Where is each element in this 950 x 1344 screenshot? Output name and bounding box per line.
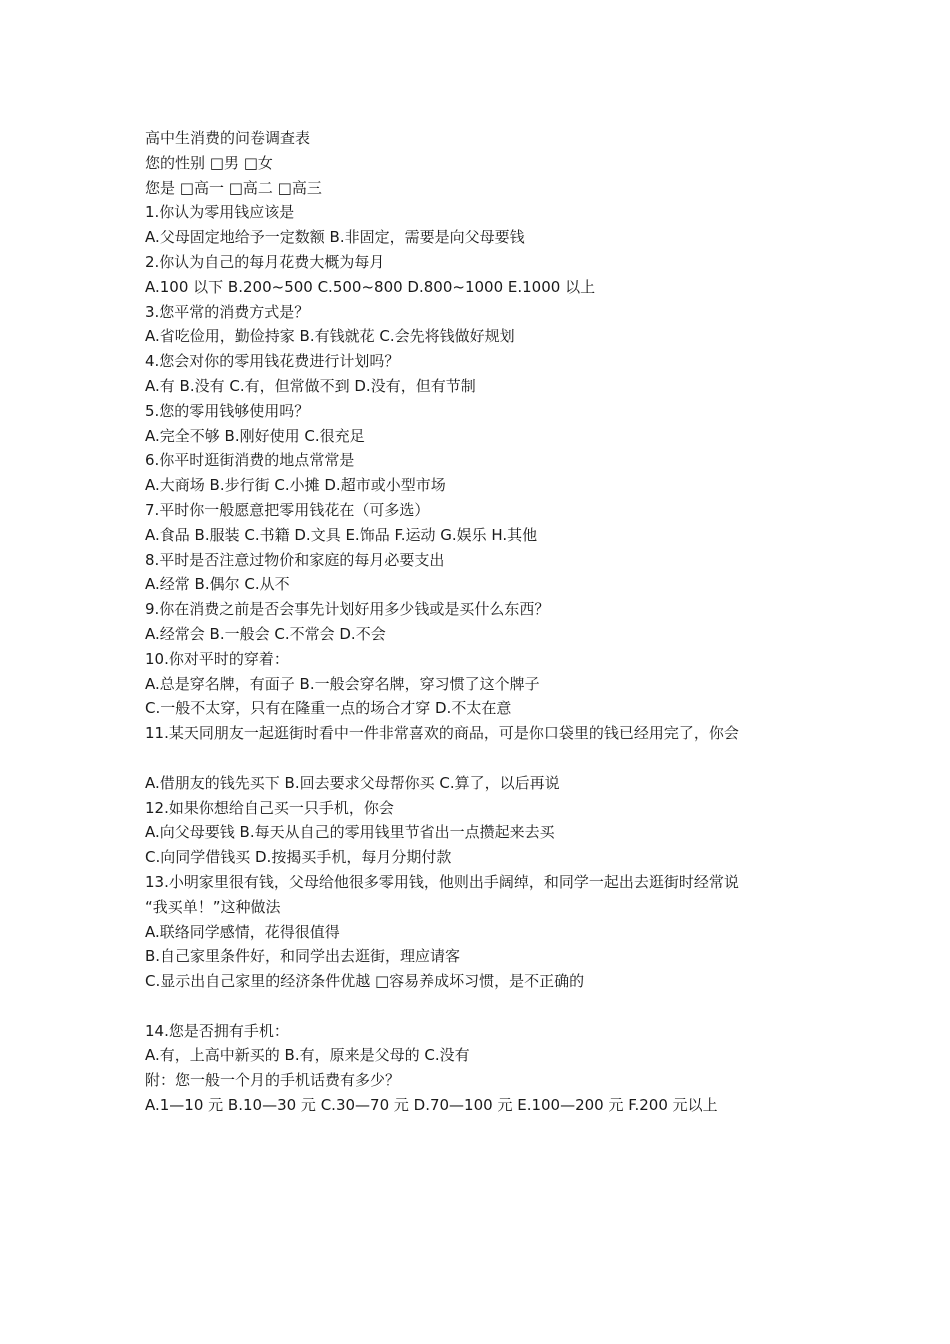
question-9: 9.你在消费之前是否会事先计划好用多少钱或是买什么东西？ xyxy=(145,600,550,619)
question-14-options: A.有，上高中新买的 B.有，原来是父母的 C.没有 xyxy=(145,1046,470,1065)
question-3: 3.您平常的消费方式是？ xyxy=(145,302,310,321)
question-13: 13.小明家里很有钱，父母给他很多零用钱，他则出手阔绰，和同学一起出去逛街时经常说 xyxy=(145,872,739,891)
question-6: 6.你平时逛街消费的地点常常是 xyxy=(145,451,355,470)
question-5-options: A.完全不够 B.刚好使用 C.很充足 xyxy=(145,426,365,445)
question-12: 12.如果你想给自己买一只手机，你会 xyxy=(145,798,394,817)
question-10-options-2: C.一般不太穿，只有在隆重一点的场合才穿 D.不太在意 xyxy=(145,699,512,718)
question-10: 10.你对平时的穿着： xyxy=(145,649,289,668)
question-13-option-c: C.显示出自己家里的经济条件优越 □容易养成坏习惯，是不正确的 xyxy=(145,972,585,991)
question-13-option-a: A.联络同学感情，花得很值得 xyxy=(145,922,340,941)
survey-document xyxy=(145,126,865,1118)
question-10-options-1: A.总是穿名牌，有面子 B.一般会穿名牌，穿习惯了这个牌子 xyxy=(145,674,540,693)
question-13-option-b: B.自己家里条件好，和同学出去逛街，理应请客 xyxy=(145,947,461,966)
question-1: 1.你认为零用钱应该是 xyxy=(145,203,295,222)
question-7: 7.平时你一般愿意把零用钱花在（可多选） xyxy=(145,500,430,519)
question-2: 2.你认为自己的每月花费大概为每月 xyxy=(145,252,385,271)
gender-field: 您的性别 □男 □女 xyxy=(145,153,273,172)
question-13-continued: “我买单！”这种做法 xyxy=(145,897,281,916)
question-2-options: A.100 以下 B.200~500 C.500~800 D.800~1000 E.1000 以上 xyxy=(145,277,596,296)
grade-field: 您是 □高一 □高二 □高三 xyxy=(145,178,322,197)
question-8-options: A.经常 B.偶尔 C.从不 xyxy=(145,575,290,594)
question-12-options-2: C.向同学借钱买 D.按揭买手机，每月分期付款 xyxy=(145,848,452,867)
question-1-options: A.父母固定地给予一定数额 B.非固定，需要是向父母要钱 xyxy=(145,228,525,247)
question-5: 5.您的零用钱够使用吗？ xyxy=(145,401,310,420)
question-4-options: A.有 B.没有 C.有，但常做不到 D.没有，但有节制 xyxy=(145,376,476,395)
question-8: 8.平时是否注意过物价和家庭的每月必要支出 xyxy=(145,550,445,569)
appendix-options: A.1—10 元 B.10—30 元 C.30—70 元 D.70—100 元 E.100—200 元 F.200 元以上 xyxy=(145,1096,718,1115)
question-9-options: A.经常会 B.一般会 C.不常会 D.不会 xyxy=(145,624,386,643)
blank-line xyxy=(145,746,865,771)
question-7-options: A.食品 B.服装 C.书籍 D.文具 E.饰品 F.运动 G.娱乐 H.其他 xyxy=(145,525,538,544)
appendix-question: 附：您一般一个月的手机话费有多少？ xyxy=(145,1071,401,1090)
question-3-options: A.省吃俭用，勤俭持家 B.有钱就花 C.会先将钱做好规划 xyxy=(145,327,515,346)
question-11-options: A.借朋友的钱先买下 B.回去要求父母帮你买 C.算了，以后再说 xyxy=(145,773,560,792)
blank-line xyxy=(145,994,865,1019)
question-12-options-1: A.向父母要钱 B.每天从自己的零用钱里节省出一点攒起来去买 xyxy=(145,823,555,842)
question-14: 14.您是否拥有手机： xyxy=(145,1021,289,1040)
question-11: 11.某天同朋友一起逛街时看中一件非常喜欢的商品，可是你口袋里的钱已经用完了，你会 xyxy=(145,724,739,743)
question-4: 4.您会对你的零用钱花费进行计划吗？ xyxy=(145,352,400,371)
question-6-options: A.大商场 B.步行街 C.小摊 D.超市或小型市场 xyxy=(145,476,446,495)
document-title: 高中生消费的问卷调查表 xyxy=(145,129,311,147)
